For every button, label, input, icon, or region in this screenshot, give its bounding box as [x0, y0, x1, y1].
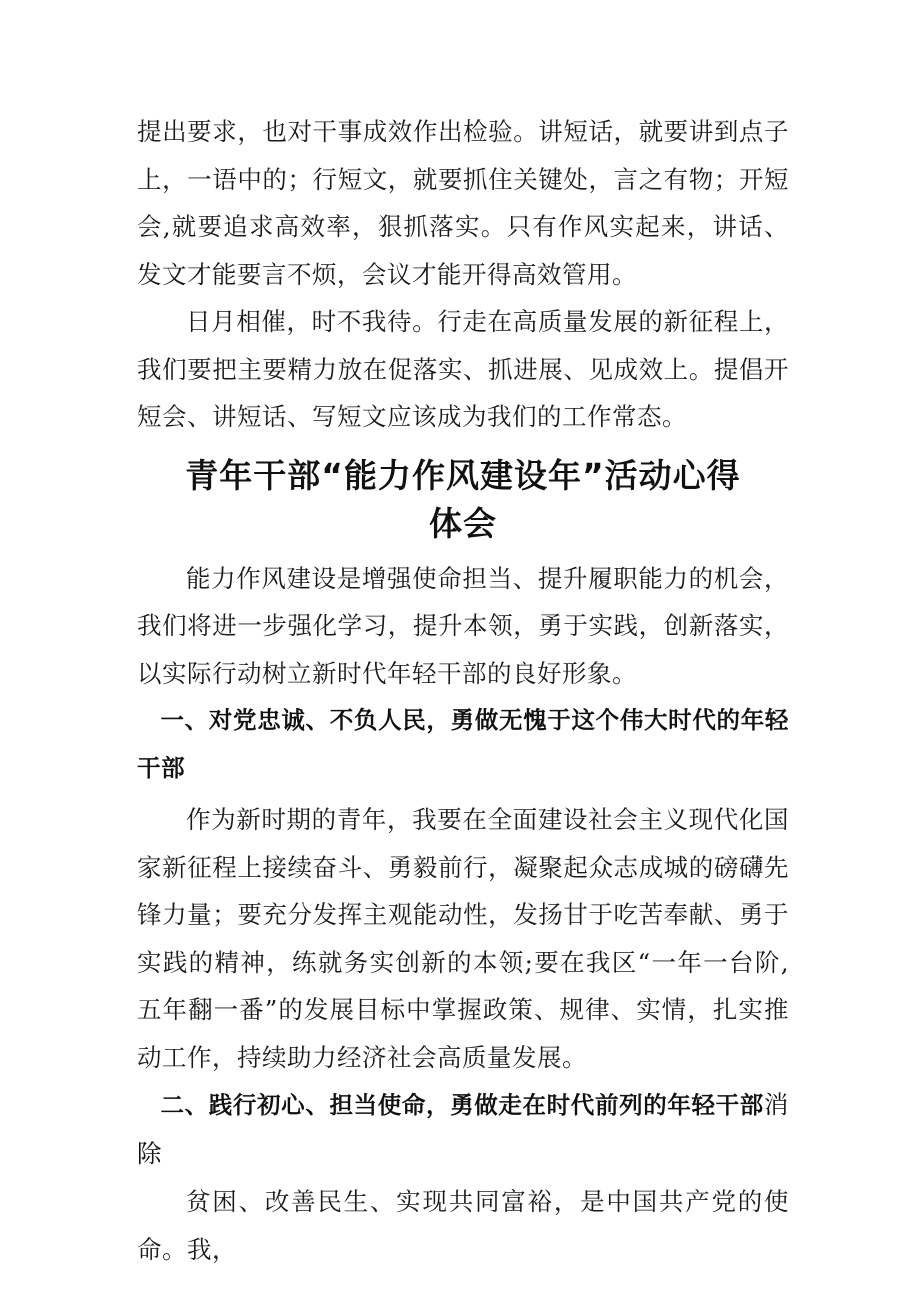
paragraph-intro: 能力作风建设是增强使命担当、提升履职能力的机会，我们将进一步强化学习，提升本领，勇于实践，创新落实，以实际行动树立新时代年轻干部的良好形象。: [137, 563, 789, 688]
title-line-1: 青年干部“能力作风建设年”活动心得: [185, 455, 741, 495]
document-body: [137, 108, 789, 1273]
document-title: [137, 452, 789, 548]
paragraph-section-1: 作为新时期的青年，我要在全面建设社会主义现代化国家新征程上接续奋斗、勇毅前行，凝聚起众志成城的磅礴先锋力量；要充分发挥主观能动性，发扬甘于吃苦奉献、勇于实践的精神，练就务实创新的本领;要在我区“一年一台阶,五年翻一番”的发展目标中掌握政策、规律、实情，扎实推动工作，持续助力经济社会高质量发展。: [137, 805, 789, 1072]
paragraph-closing: 日月相催，时不我待。行走在高质量发展的新征程上，我们要把主要精力放在促落实、抓进展、见成效上。提倡开短会、讲短话、写短文应该成为我们的工作常态。: [137, 307, 789, 431]
paragraph-continued: 提出要求，也对干事成效作出检验。讲短话，就要讲到点子上，一语中的；行短文，就要抓住关键处，言之有物；开短会,就要追求高效率，狠抓落实。只有作风实起来，讲话、发文才能要言不烦，会议才能开得高效管用。: [137, 117, 789, 289]
paragraph-section-2: 贫困、改善民生、实现共同富裕，是中国共产党的使命。我，: [137, 1187, 789, 1264]
title-line-2: 体会: [429, 503, 497, 543]
section-heading-1: 一、对党忠诚、不负人民，勇做无愧于这个伟大时代的年轻干部: [137, 706, 789, 782]
section-heading-2: [137, 1081, 789, 1178]
section-heading-2-text: 二、践行初心、担当使命，勇做走在时代前列的年轻干部: [160, 1091, 764, 1119]
section-heading-2-tail: 消除: [137, 1090, 789, 1168]
